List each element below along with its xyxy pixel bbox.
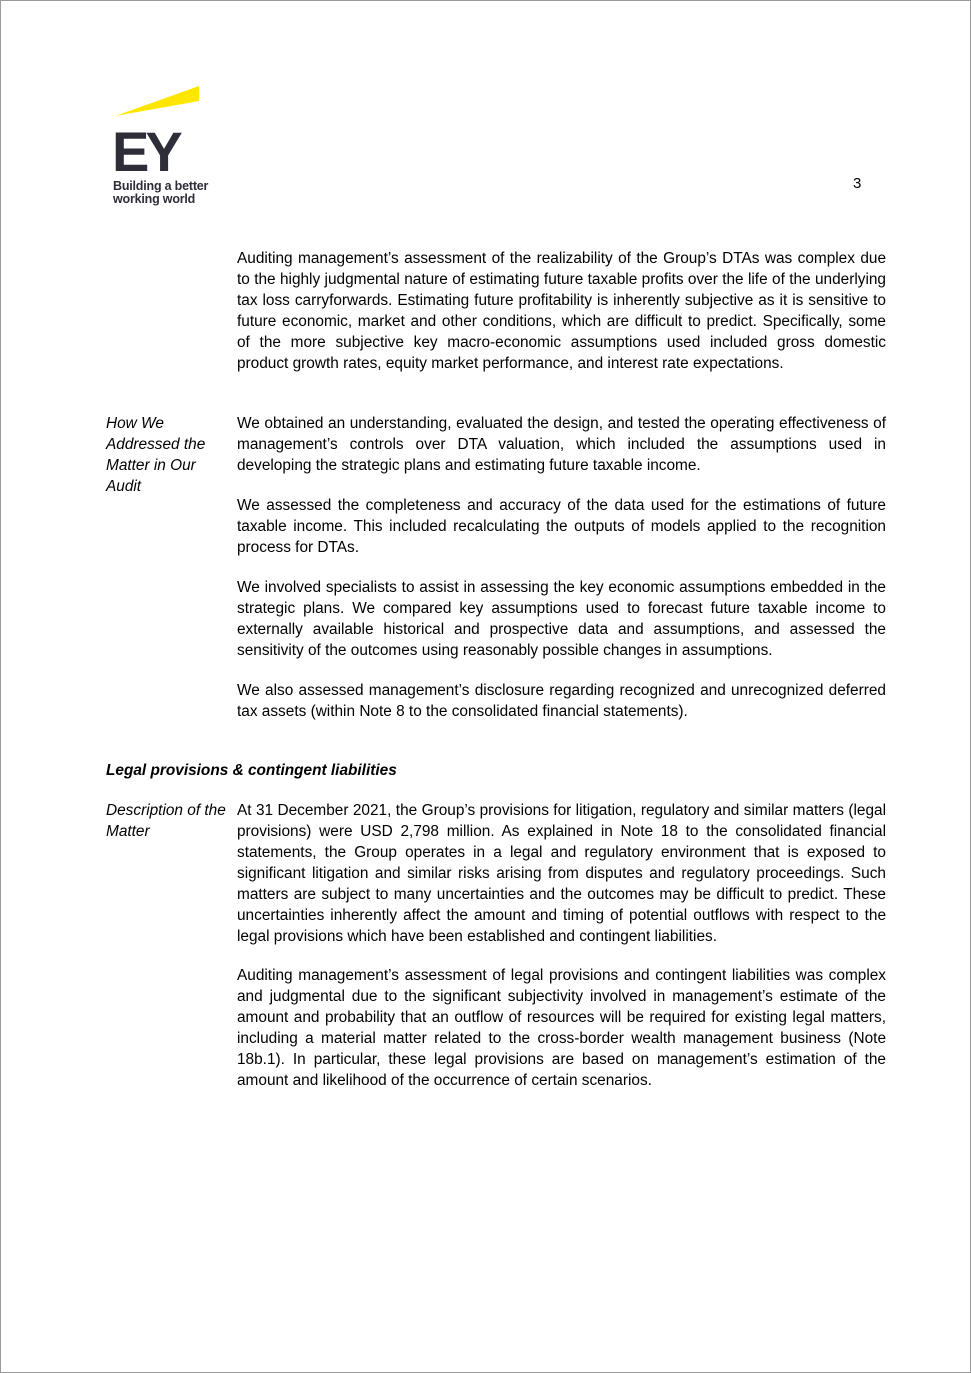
audit-procedure-paragraph: We involved specialists to assist in assessing the key economic assumptions embedded in the strategic plans. We compared key assumptions used to forecast future taxable income to externally available historical and prospective data and assumptions, and assessed the sensitivity of the outcomes using reasonably possible changes in assumptions. <box>237 579 886 659</box>
logo-tagline-line1: Building a better <box>113 179 209 193</box>
ey-logo <box>111 85 231 215</box>
logo-tagline <box>113 180 208 206</box>
dta-complexity-paragraph: Auditing management’s assessment of the realizability of the Group’s DTAs was complex due to the highly judgmental nature of estimating future taxable profits over the life of the underlying tax loss carryforwards. Estimating future profitability is inherently subjective as it is sensitive to future economic, market and other conditions, which are difficult to predict. Specifically, some of the more subjective key macro-economic assumptions used included gross domestic product growth rates, equity market performance, and interest rate expectations. <box>237 250 886 372</box>
page-number: 3 <box>853 175 862 192</box>
ey-logo-letters: EY <box>112 120 179 180</box>
section-heading: Legal provisions & contingent liabilities <box>106 762 397 779</box>
audit-procedure-paragraph: We also assessed management’s disclosure regarding recognized and unrecognized deferred tax assets (within Note 8 to the consolidated financial statements). <box>237 682 886 720</box>
audit-procedure-paragraph: We assessed the completeness and accuracy of the data used for the estimations of future taxable income. This included recalculating the outputs of models applied to the recognition process for DTAs. <box>237 497 886 556</box>
audit-procedure-paragraph: We obtained an understanding, evaluated the design, and tested the operating effectiveness of management’s controls over DTA valuation, which included the assumptions used in developing the strategic plans and estimating future taxable income. <box>237 415 886 474</box>
matter-description-paragraph: Auditing management’s assessment of legal provisions and contingent liabilities was complex and judgmental due to the significant subjectivity involved in management’s estimate of the amount and probability that an outflow of resources will be required for existing legal matters, including a material matter related to the cross-border wealth management business (Note 18b.1). In particular, these legal provisions are based on management’s estimation of the amount and likelihood of the occurrence of certain scenarios. <box>237 967 886 1089</box>
ey-logo-mark <box>111 85 231 180</box>
how-we-addressed-label: How We Addressed the Matter in Our Audit <box>106 415 206 495</box>
matter-description-paragraph: At 31 December 2021, the Group’s provisions for litigation, regulatory and similar matters (legal provisions) were USD 2,798 million. As explained in Note 18 to the consolidated financial statements, the Group operates in a legal and regulatory environment that is exposed to significant litigation and similar risks arising from disputes and regulatory proceedings. Such matters are subject to many uncertainties and the outcomes may be difficult to predict. These uncertainties inherently affect the amount and timing of potential outflows with respect to the legal provisions which have been established and contingent liabilities. <box>237 802 886 945</box>
logo-tagline-line2: working world <box>113 192 196 206</box>
description-label: Description of the Matter <box>106 802 226 840</box>
